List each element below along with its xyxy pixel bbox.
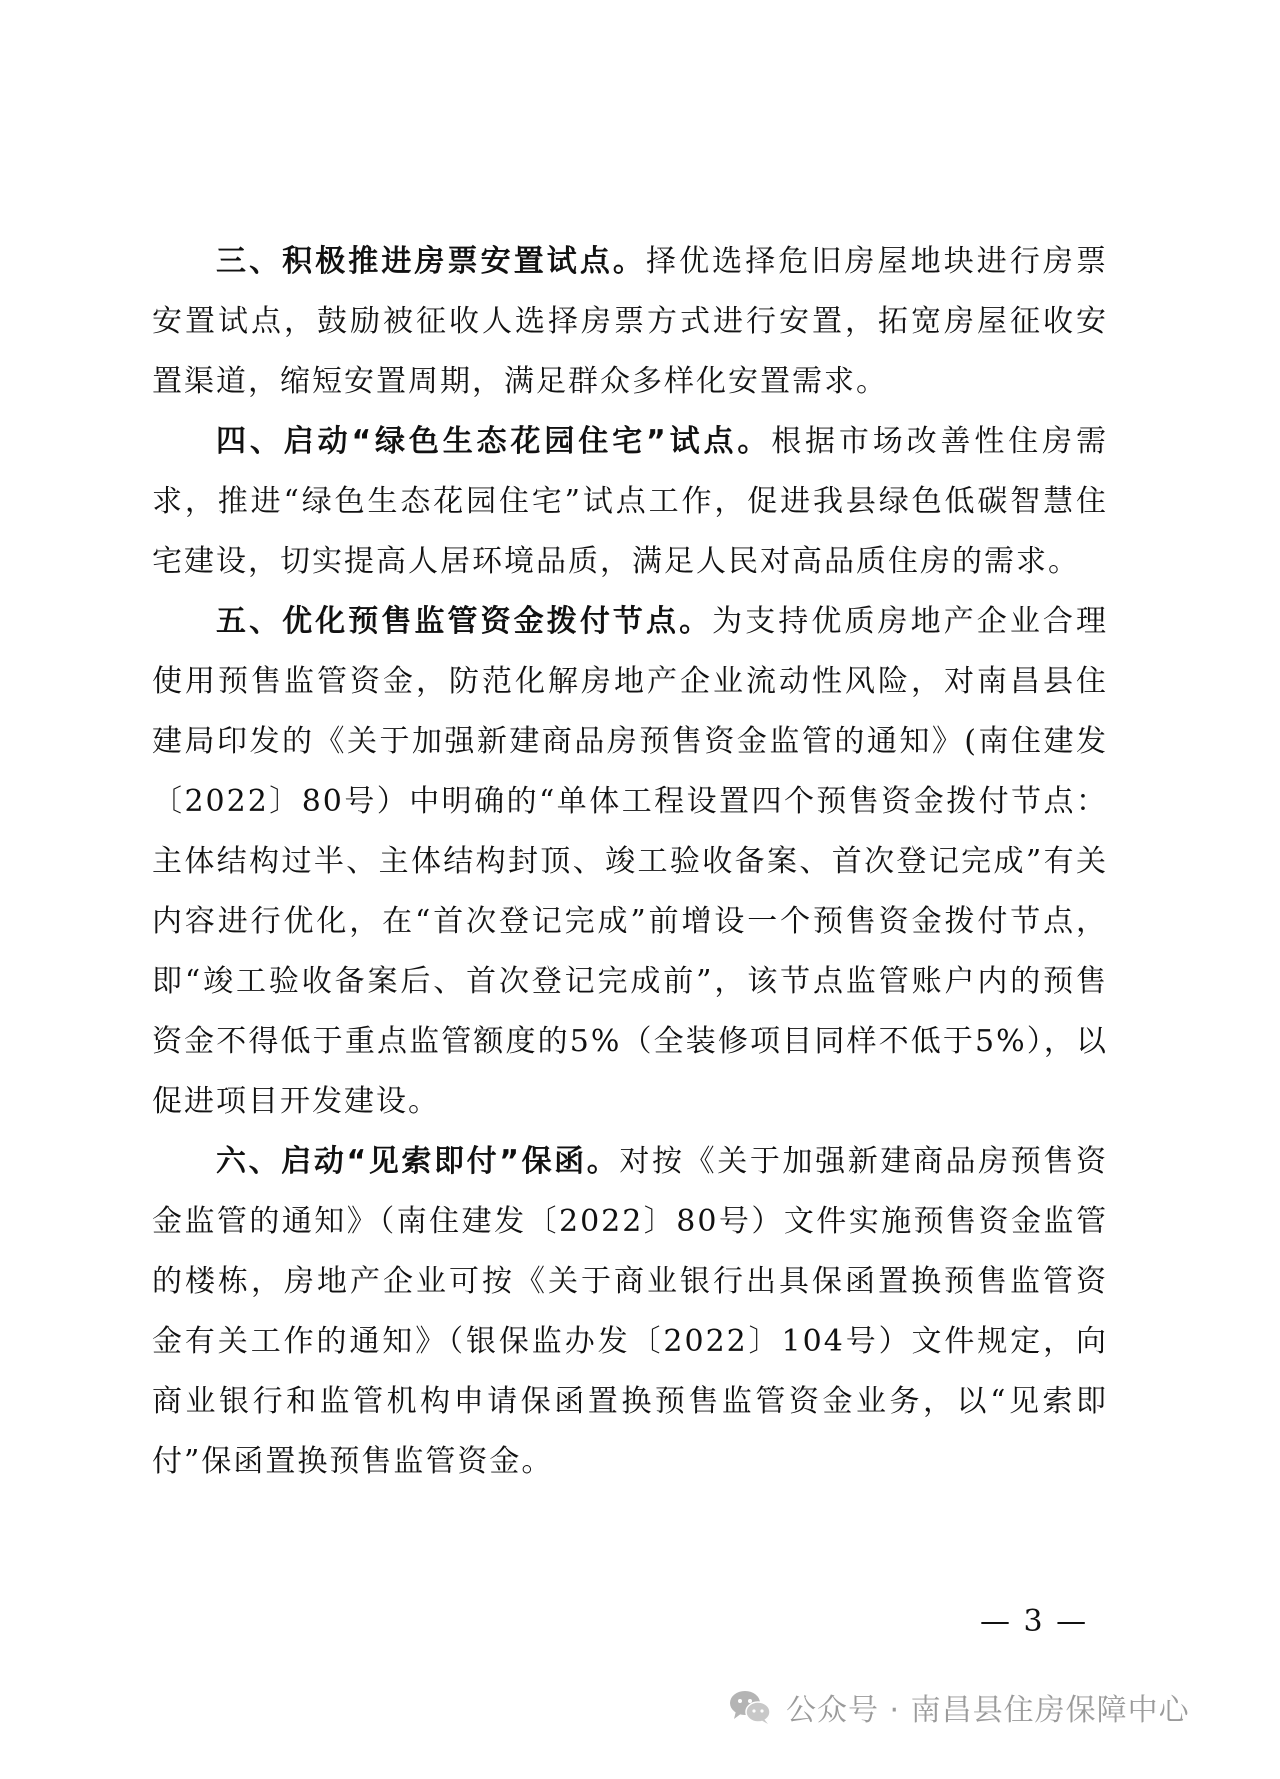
paragraph-3 — [152, 232, 1108, 412]
paragraph-6-text: 对按《关于加强新建商品房预售资金监管的通知》（南住建发〔2022〕80号）文件实施预售资金监管的楼栋，房地产企业可按《关于商业银行出具保函置换预售监管资金有关工作的通知》（银保监办发〔2022〕104号）文件规定，向商业银行和监管机构申请保函置换预售监管资金业务，以“见索即付”保函置换预售监管资金。 — [152, 1144, 1109, 1479]
watermark — [728, 1687, 1190, 1727]
document-body — [152, 232, 1108, 1492]
paragraph-3-text: 择优选择危旧房屋地块进行房票安置试点，鼓励被征收人选择房票方式进行安置，拓宽房屋征收安置渠道，缩短安置周期，满足群众多样化安置需求。 — [152, 244, 1108, 399]
paragraph-6 — [152, 1132, 1108, 1492]
paragraph-6-heading: 六、启动“见索即付”保函。 — [216, 1144, 620, 1179]
paragraph-4-text: 根据市场改善性住房需求，推进“绿色生态花园住宅”试点工作，促进我县绿色低碳智慧住宅建设，切实提高人居环境品质，满足人民对高品质住房的需求。 — [152, 424, 1108, 579]
paragraph-5 — [152, 592, 1108, 1132]
paragraph-5-heading: 五、优化预售监管资金拨付节点。 — [216, 604, 713, 639]
paragraph-3-heading: 三、积极推进房票安置试点。 — [216, 244, 646, 279]
page-number: — 3 — — [980, 1604, 1089, 1639]
paragraph-5-text: 为支持优质房地产企业合理使用预售监管资金，防范化解房地产企业流动性风险，对南昌县住建局印发的《关于加强新建商品房预售资金监管的通知》(南住建发〔2022〕80号）中明确的“单体工程设置四个预售资金拨付节点：主体结构过半、主体结构封顶、竣工验收备案、首次登记完成”有关内容进行优化，在“首次登记完成”前增设一个预售资金拨付节点，即“竣工验收备案后、首次登记完成前”，该节点监管账户内的预售资金不得低于重点监管额度的5%（全装修项目同样不低于5%），以促进项目开发建设。 — [152, 604, 1109, 1119]
wechat-icon — [728, 1689, 772, 1725]
paragraph-4-heading: 四、启动“绿色生态花园住宅”试点。 — [216, 424, 772, 459]
paragraph-4 — [152, 412, 1108, 592]
watermark-text: 公众号 · 南昌县住房保障中心 — [786, 1693, 1190, 1728]
